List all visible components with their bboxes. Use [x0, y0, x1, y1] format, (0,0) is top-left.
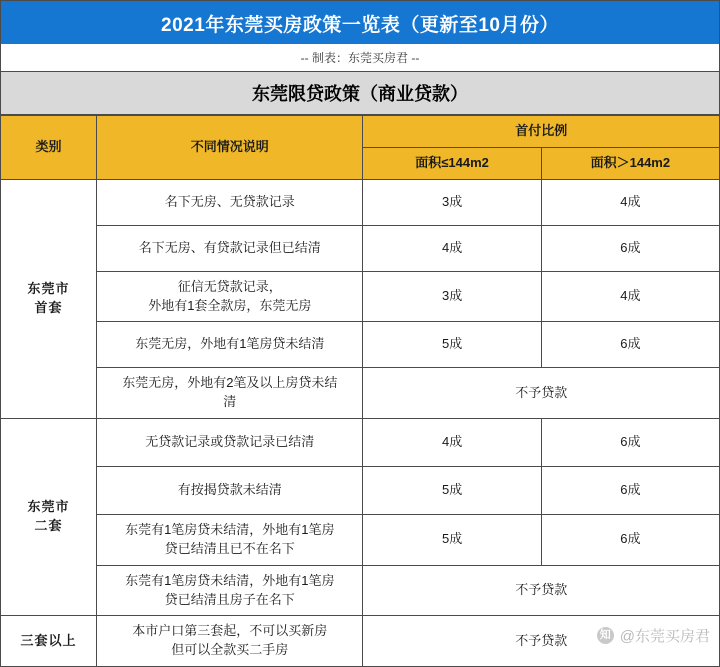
value-large-area: 6成: [541, 225, 719, 271]
header-category: 类别: [1, 116, 97, 180]
situation-cell: 名下无房、无贷款记录: [97, 179, 363, 225]
zhihu-logo-icon: 知: [597, 627, 614, 644]
situation-cell: [97, 616, 363, 667]
section-title: 东莞限贷政策（商业贷款）: [0, 72, 720, 115]
situation-cell: 无贷款记录或贷款记录已结清: [97, 419, 363, 467]
situation-cell: 有按揭贷款未结清: [97, 467, 363, 515]
value-small-area: 3成: [363, 179, 541, 225]
table-row: [1, 616, 720, 667]
situation-line1: 东莞有1笔房贷未结清，外地有1笔房: [125, 522, 335, 538]
value-small-area: 4成: [363, 419, 541, 467]
value-small-area: 4成: [363, 225, 541, 271]
category-label-line1: 三套以上: [20, 632, 77, 648]
situation-line2: 贷已结清且房子在名下: [164, 591, 295, 607]
value-large-area: 6成: [541, 322, 719, 368]
value-small-area: 5成: [363, 322, 541, 368]
value-no-loan: 不予贷款: [363, 565, 720, 616]
table-body: [1, 179, 720, 666]
table-row: [1, 225, 720, 271]
situation-cell: [97, 515, 363, 566]
situation-line2: 清: [223, 394, 237, 410]
situation-cell: [97, 565, 363, 616]
situation-line1: 东莞无房，外地有2笔及以上房贷未结: [122, 375, 338, 391]
value-large-area: 4成: [541, 179, 719, 225]
situation-line1: 东莞有1笔房贷未结清，外地有1笔房: [125, 572, 335, 588]
situation-line1: 本市户口第三套起，不可以买新房: [132, 623, 328, 639]
situation-line2: 外地有1套全款房，东莞无房: [148, 297, 312, 313]
table-row: [1, 179, 720, 225]
table-row: [1, 322, 720, 368]
value-no-loan: 不予贷款: [363, 616, 720, 667]
category-cell-first-home: [1, 179, 97, 418]
page-title: 2021年东莞买房政策一览表（更新至10月份）: [0, 0, 720, 44]
header-area-large: 面积＞144m2: [541, 147, 719, 179]
value-small-area: 3成: [363, 271, 541, 322]
table-row: [1, 565, 720, 616]
situation-line2: 但可以全款买二手房: [171, 642, 289, 658]
header-downpayment: 首付比例: [363, 116, 720, 148]
situation-cell: 名下无房、有贷款记录但已结清: [97, 225, 363, 271]
situation-cell: 东莞无房，外地有1笔房贷未结清: [97, 322, 363, 368]
situation-line2: 贷已结清且已不在名下: [164, 540, 295, 556]
situation-cell: [97, 368, 363, 419]
table-row: [1, 271, 720, 322]
category-label-line2: 首套: [34, 299, 63, 315]
value-no-loan: 不予贷款: [363, 368, 720, 419]
policy-table: [0, 115, 720, 667]
category-cell-second-home: [1, 419, 97, 616]
value-small-area: 5成: [363, 467, 541, 515]
value-large-area: 6成: [541, 467, 719, 515]
value-large-area: 6成: [541, 419, 719, 467]
situation-line1: 征信无贷款记录，: [177, 278, 282, 294]
header-situation: 不同情况说明: [97, 116, 363, 180]
category-cell-third-home: [1, 616, 97, 667]
table-header: [1, 116, 720, 180]
category-label-line1: 东莞市: [27, 499, 70, 515]
table-row: [1, 467, 720, 515]
situation-cell: [97, 271, 363, 322]
table-row: [1, 515, 720, 566]
value-large-area: 6成: [541, 515, 719, 566]
table-row: [1, 368, 720, 419]
watermark-text: @东莞买房君: [619, 628, 710, 645]
value-large-area: 4成: [541, 271, 719, 322]
table-header-row-1: [1, 116, 720, 148]
table-row: [1, 419, 720, 467]
page-subtitle: -- 制表：东莞买房君 --: [0, 44, 720, 72]
category-label-line1: 东莞市: [27, 281, 70, 297]
value-small-area: 5成: [363, 515, 541, 566]
category-label-line2: 二套: [34, 518, 63, 534]
header-area-small: 面积≤144m2: [363, 147, 541, 179]
